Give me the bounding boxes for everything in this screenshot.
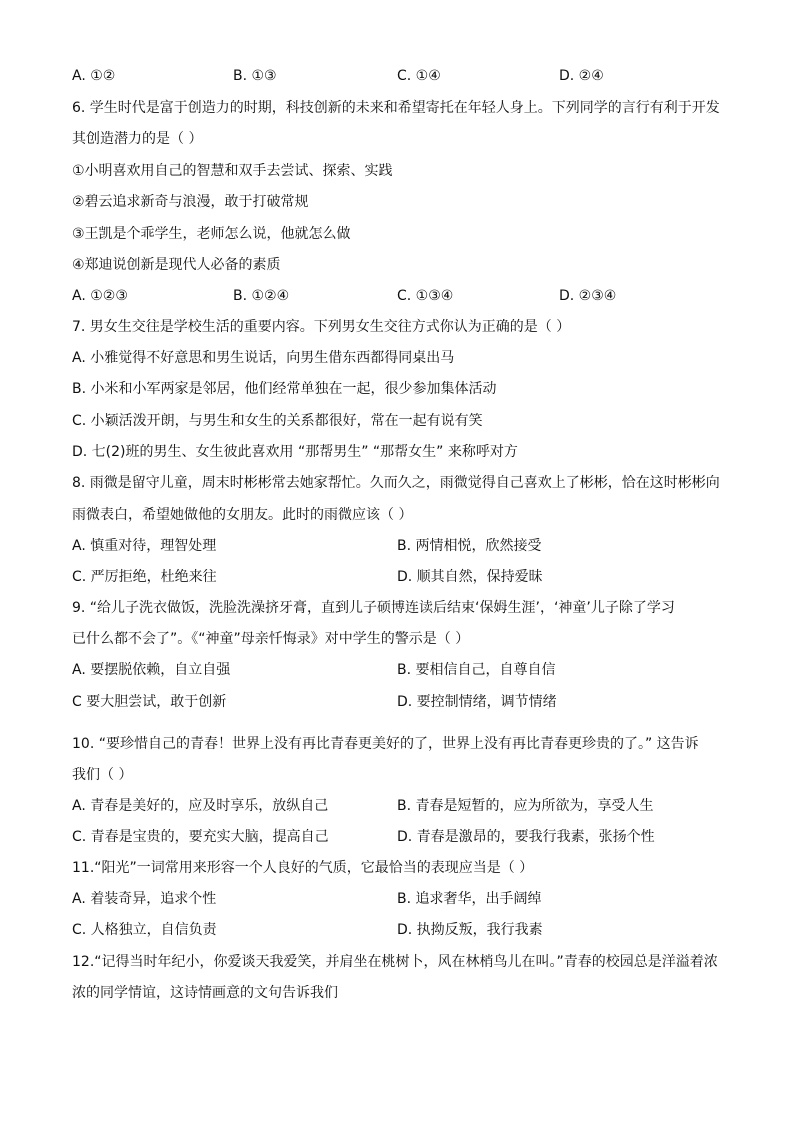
q9-option-a: A. 要摆脱依赖，自立自强: [72, 662, 231, 678]
q9-option-c: C 要大胆尝试，敢于创新: [72, 694, 227, 710]
q5-option-d: D. ②④: [559, 68, 604, 84]
q5-option-a: A. ①②: [72, 68, 116, 84]
q5-option-c: C. ①④: [397, 68, 441, 84]
q7-option-a: A. 小雅觉得不好意思和男生说话，向男生借东西都得同桌出马: [72, 350, 455, 366]
q10-stem-line2: 我们（ ）: [72, 767, 133, 783]
q6-statement-3: ③王凯是个乖学生，老师怎么说，他就怎么做: [72, 226, 351, 242]
q9-option-d: D. 要控制情绪，调节情绪: [397, 694, 557, 710]
q6-statement-2: ②碧云追求新奇与浪漫，敢于打破常规: [72, 194, 309, 210]
q6-option-d: D. ②③④: [559, 288, 617, 304]
q11-option-c: C. 人格独立，自信负责: [72, 922, 217, 938]
q12-stem-line1: 12.“记得当时年纪小，你爱谈天我爱笑，并肩坐在桃树卜，风在林梢鸟儿在叫。”青春的校园总是洋溢着浓: [72, 954, 718, 970]
q9-stem-line2: 已什么都不会了”。《“神童”母亲忏悔录》对中学生的警示是（ ）: [72, 631, 470, 647]
q7-option-d: D. 七(2)班的男生、女生彼此喜欢用 “那帮男生” “那帮女生” 来称呼对方: [72, 444, 518, 460]
q12-stem-line2: 浓的同学情谊，这诗情画意的文句告诉我们: [72, 985, 338, 1001]
q7-option-b: B. 小米和小军两家是邻居，他们经常单独在一起，很少参加集体活动: [72, 381, 497, 397]
q11-stem: 11.“阳光”一词常用来形容一个人良好的气质，它最恰当的表现应当是（ ）: [72, 860, 534, 876]
q6-statement-1: ①小明喜欢用自己的智慧和双手去尝试、探索、实践: [72, 163, 393, 179]
q9-option-b: B. 要相信自己，自尊自信: [397, 662, 556, 678]
q6-option-c: C. ①③④: [397, 288, 454, 304]
q10-option-a: A. 青春是美好的，应及时享乐，放纵自己: [72, 798, 329, 814]
q8-stem-line2: 雨微表白，希望她做他的女朋友。此时的雨微应该（ ）: [72, 507, 413, 523]
q9-stem-line1: 9. “给儿子洗衣做饭，洗脸洗澡挤牙膏，直到儿子硕博连读后结束‘保姆生涯’，‘神童’儿子除了学习: [72, 600, 675, 616]
q11-option-a: A. 着装奇异，追求个性: [72, 891, 217, 907]
q6-stem-line1: 6. 学生时代是富于创造力的时期，科技创新的未来和希望寄托在年轻人身上。下列同学的言行有利于开发: [72, 100, 720, 116]
q11-option-b: B. 追求奢华，出手阔绰: [397, 891, 542, 907]
q6-statement-4: ④郑迪说创新是现代人必备的素质: [72, 257, 281, 273]
q7-option-c: C. 小颖活泼开朗，与男生和女生的关系都很好，常在一起有说有笑: [72, 413, 483, 429]
q6-option-b: B. ①②④: [233, 288, 290, 304]
q11-option-d: D. 执拗反叛，我行我素: [397, 922, 543, 938]
q8-stem-line1: 8. 雨微是留守儿童，周末时彬彬常去她家帮忙。久而久之，雨微觉得自己喜欢上了彬彬，恰在这时彬彬向: [72, 475, 720, 491]
q5-option-b: B. ①③: [233, 68, 277, 84]
q10-option-d: D. 青春是激昂的，要我行我素，张扬个性: [397, 829, 655, 845]
q8-option-b: B. 两情相悦，欣然接受: [397, 538, 542, 554]
q10-stem-line1: 10. “要珍惜自己的青春！世界上没有再比青春更美好的了，世界上没有再比青春更珍贵的了。” 这告诉: [72, 736, 699, 752]
q10-option-c: C. 青春是宝贵的，要充实大脑，提高自己: [72, 829, 329, 845]
q7-stem: 7. 男女生交往是学校生活的重要内容。下列男女生交往方式你认为正确的是（ ）: [72, 319, 571, 335]
q6-stem-line2: 其创造潜力的是（ ）: [72, 131, 203, 147]
q8-option-d: D. 顺其自然，保持爱昧: [397, 569, 543, 585]
q8-option-c: C. 严厉拒绝，杜绝来往: [72, 569, 217, 585]
q6-option-a: A. ①②③: [72, 288, 128, 304]
q8-option-a: A. 慎重对待，理智处理: [72, 538, 217, 554]
q10-option-b: B. 青春是短暂的，应为所欲为，享受人生: [397, 798, 654, 814]
